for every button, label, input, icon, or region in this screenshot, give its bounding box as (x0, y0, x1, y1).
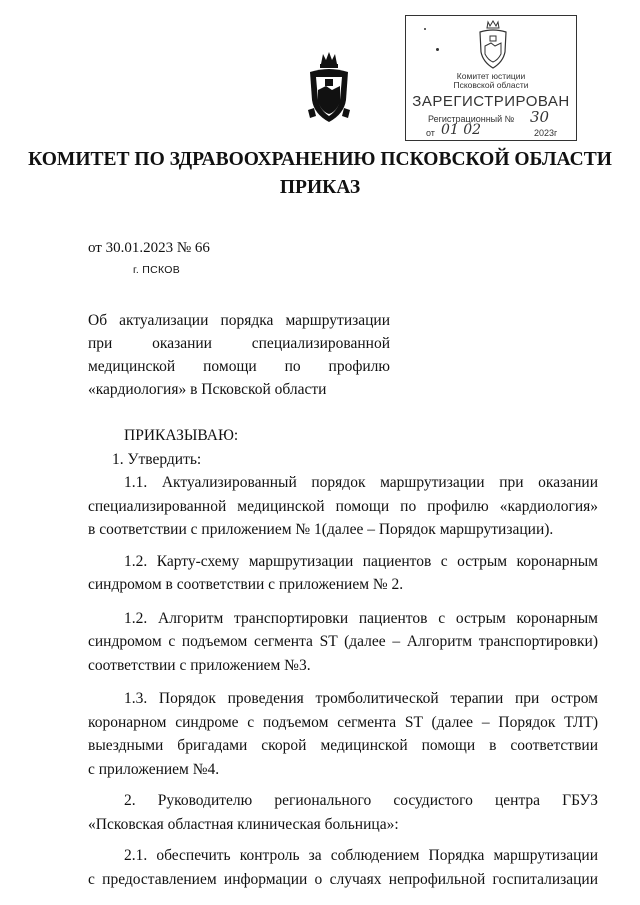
clause-1-1-line: 1.1. Актуализированный порядок маршрутизации при оказании (124, 474, 598, 491)
clause-1: 1. Утвердить: (112, 450, 202, 468)
order-body (88, 424, 598, 891)
stamp-speck (424, 28, 426, 30)
clause-1-3-line: коронарном синдроме с подъемом сегмента ST (далее – Порядок ТЛТ) (88, 713, 598, 731)
clause-1-3-line: выездными бригадами скорой медицинской помощи в соответствии (88, 737, 598, 754)
stamp-emblem-icon (476, 20, 510, 70)
order-subject (88, 309, 390, 401)
stamp-reg-number-label: Регистрационный № (428, 114, 515, 124)
clause-2-line: 2. Руководителю регионального сосудистого центра ГБУЗ (124, 792, 598, 809)
subject-line: «кардиология» в Псковской области (88, 381, 327, 398)
clause-1-2b-line: соответствии с приложением №3. (88, 656, 311, 674)
order-date-number: от 30.01.2023 № 66 (88, 240, 210, 256)
clause-1-2b-line: 1.2. Алгоритм транспортировки пациентов с острым коронарным (124, 609, 598, 627)
clause-2-1-line: 2.1. обеспечить контроль за соблюдением Порядка маршрутизации (124, 847, 598, 864)
doc-type: ПРИКАЗ (279, 177, 361, 198)
stamp-registered: ЗАРЕГИСТРИРОВАН (412, 93, 570, 110)
stamp-reg-date-value: 01 02 (441, 122, 482, 138)
clause-2-1-line: с предоставлением информации о случаях непрофильной госпитализации (88, 870, 598, 888)
clause-2-line: «Псковская областная клиническая больница»: (88, 815, 399, 833)
registration-stamp (405, 15, 577, 141)
subject-line: при оказании специализированной (88, 335, 390, 352)
org-name: КОМИТЕТ ПО ЗДРАВООХРАНЕНИЮ ПСКОВСКОЙ ОБЛАСТИ (28, 149, 612, 170)
coat-of-arms-icon (306, 50, 352, 126)
clause-1-3-line: с приложением №4. (88, 760, 220, 778)
clause-1-2a-line: 1.2. Карту-схему маршрутизации пациентов с острым коронарным (124, 552, 598, 570)
subject-line: медицинской помощи по профилю (88, 358, 390, 375)
clause-1-1-line: специализированной медицинской помощи по профилю «кардиология» (88, 497, 598, 515)
stamp-speck (436, 48, 439, 51)
stamp-org-line1: Комитет юстиции (456, 71, 526, 81)
subject-line: Об актуализации порядка маршрутизации (88, 312, 390, 329)
stamp-org-line2: Псковской области (453, 80, 529, 90)
clause-1-2a-line: синдромом в соответствии с приложением № 2. (88, 576, 404, 593)
stamp-reg-year: 2023г (534, 128, 558, 138)
clause-1-3-line: 1.3. Порядок проведения тромболитической терапии при остром (124, 690, 598, 707)
clause-1-1-line: в соответствии с приложением № 1(далее – Порядок маршрутизации). (88, 521, 554, 538)
clause-1-2b-line: синдромом с подъемом сегмента ST (далее – Алгоритм транспортировки) (88, 633, 598, 650)
stamp-reg-number-value: 30 (530, 108, 550, 126)
stamp-reg-date-label: от (426, 128, 435, 138)
directive: ПРИКАЗЫВАЮ: (124, 427, 239, 444)
order-city: г. ПСКОВ (133, 264, 181, 276)
